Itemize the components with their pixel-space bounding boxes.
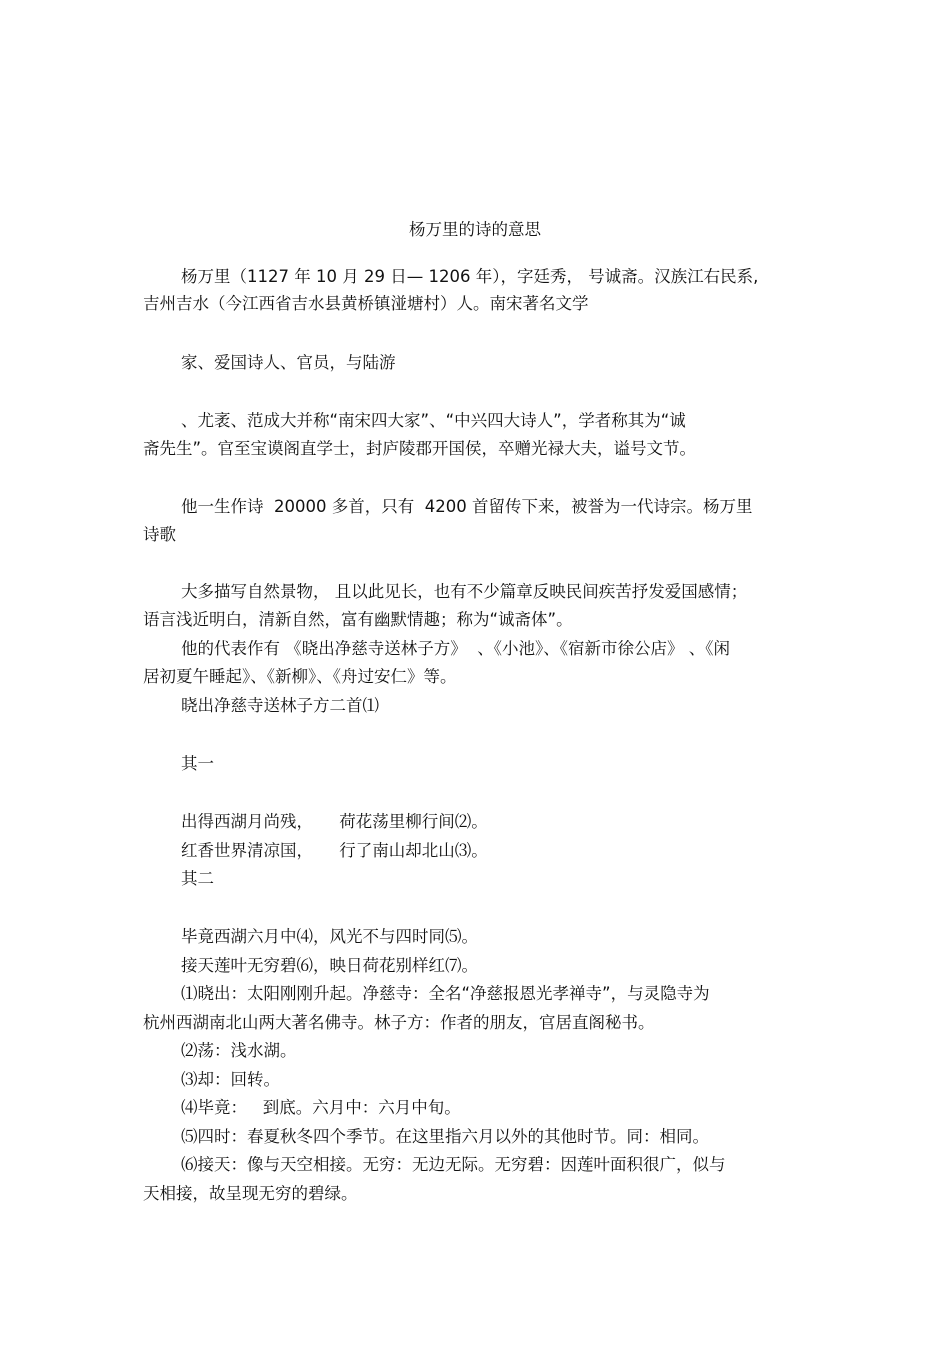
note-1-line-2: 杭州西湖南北山两大著名佛寺。林子方：作者的朋友，官居直阁秘书。 <box>143 1013 655 1032</box>
note-2: ⑵荡：浅水湖。 <box>181 1041 297 1060</box>
page-title: 杨万里的诗的意思 <box>409 220 541 239</box>
text-line-3: 家、爱国诗人、官员，与陆游 <box>181 353 396 372</box>
poem-line-3: 毕竟西湖六月中⑷，风光不与四时同⑸。 <box>181 927 478 946</box>
poem-title: 晓出净慈寺送林子方二首⑴ <box>181 696 379 715</box>
text-line-6: 他一生作诗 20000 多首，只有 4200 首留传下来，被誉为一代诗宗。杨万里 <box>181 497 753 516</box>
text-line-9: 语言浅近明白，清新自然，富有幽默情趣；称为“诚斋体”。 <box>143 610 573 629</box>
poem-line-4: 接天莲叶无穷碧⑹，映日荷花别样红⑺。 <box>181 956 478 975</box>
note-6-line-2: 天相接，故呈现无穷的碧绿。 <box>143 1184 358 1203</box>
text-line-7: 诗歌 <box>143 525 176 544</box>
text-line-4: 、尤袤、范成大并称“南宋四大家”、“中兴四大诗人”，学者称其为“诚 <box>181 411 686 430</box>
note-3: ⑶却：回转。 <box>181 1070 280 1089</box>
poem-part-2-heading: 其二 <box>181 869 214 888</box>
note-4: ⑷毕竟： 到底。六月中：六月中旬。 <box>181 1098 461 1117</box>
text-line-1: 杨万里（1127 年 10 月 29 日— 1206 年），字廷秀， 号诚斋。汉族江右民系, <box>181 267 759 286</box>
text-line-8: 大多描写自然景物， 且以此见长，也有不少篇章反映民间疾苦抒发爱国感情； <box>181 582 748 601</box>
note-5: ⑸四时：春夏秋冬四个季节。在这里指六月以外的其他时节。同：相同。 <box>181 1127 709 1146</box>
text-line-2: 吉州吉水（今江西省吉水县黄桥镇湴塘村）人。南宋著名文学 <box>143 294 589 313</box>
poem-line-1: 出得西湖月尚残， 荷花荡里柳行间⑵。 <box>181 812 488 831</box>
text-line-11: 居初夏午睡起》、《新柳》、《舟过安仁》等。 <box>143 667 457 686</box>
note-1-line-1: ⑴晓出：太阳刚刚升起。净慈寺：全名“净慈报恩光孝禅寺”，与灵隐寺为 <box>181 984 710 1003</box>
note-6-line-1: ⑹接天：像与天空相接。无穷：无边无际。无穷碧：因莲叶面积很广，似与 <box>181 1155 726 1174</box>
text-line-10: 他的代表作有 《晓出净慈寺送林子方》 、《小池》、《宿新市徐公店》 、《闲 <box>181 639 730 658</box>
poem-part-1-heading: 其一 <box>181 754 214 773</box>
poem-line-2: 红香世界清凉国， 行了南山却北山⑶。 <box>181 841 488 860</box>
text-line-5: 斋先生”。官至宝谟阁直学士，封庐陵郡开国侯，卒赠光禄大夫，谥号文节。 <box>143 439 697 458</box>
